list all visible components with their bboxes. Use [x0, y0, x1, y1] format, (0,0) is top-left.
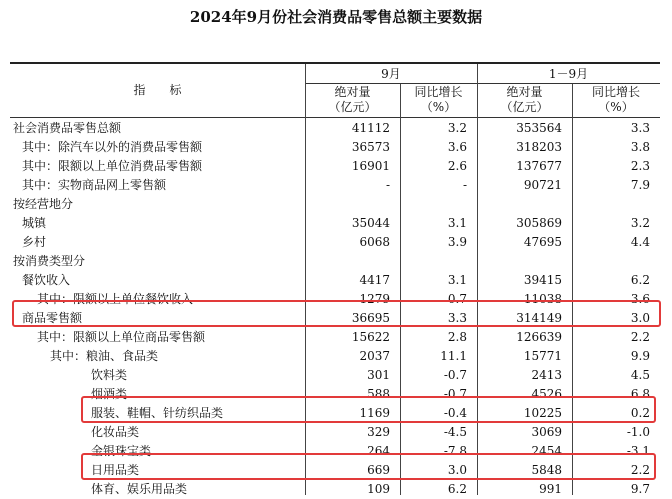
table-row [10, 214, 660, 233]
table-row [10, 157, 660, 176]
abs-label-sep-2: （亿元） [328, 100, 377, 114]
ytd-yoy-cell: 3.2 [630, 216, 650, 230]
ytd-yoy-cell: 2.3 [630, 159, 650, 173]
yoy-label-sep-2: （%） [420, 100, 457, 114]
row-label: 其中：除汽车以外的消费品零售额 [22, 140, 203, 154]
sep-amount-cell: 16901 [351, 159, 390, 173]
ytd-yoy-cell: 4.4 [630, 235, 650, 249]
row-label: 餐饮收入 [22, 273, 71, 287]
ytd-amount-cell: 47695 [523, 235, 562, 249]
highlight-box-daily-goods [81, 453, 656, 480]
row-label: 乡村 [22, 235, 47, 249]
ytd-yoy-cell: 4.5 [630, 368, 650, 382]
row-label: 其中：实物商品网上零售额 [22, 178, 167, 192]
table-row [10, 119, 660, 138]
ytd-amount-cell: 5848 [531, 463, 562, 477]
row-label: 体育、娱乐用品类 [91, 482, 188, 496]
sep-amount-cell: 35044 [351, 216, 390, 230]
sep-yoy-cell: 3.9 [447, 235, 467, 249]
table-row [10, 423, 660, 442]
sep-yoy-cell: - [462, 178, 467, 192]
ytd-amount-cell: 11038 [523, 292, 562, 306]
abs-label-sep-1: 绝对量 [334, 85, 371, 99]
highlight-box-apparel [81, 396, 656, 423]
sep-amount-cell: 588 [367, 387, 390, 401]
sep-amount-cell: 301 [367, 368, 390, 382]
row-label: 城镇 [22, 216, 47, 230]
ytd-yoy-cell: 3.3 [630, 121, 650, 135]
row-label: 烟酒类 [91, 387, 128, 401]
ytd-yoy-cell: 9.7 [630, 482, 650, 496]
sep-amount-cell: 41112 [351, 121, 390, 135]
row-label: 日用品类 [91, 463, 140, 477]
row-label: 商品零售额 [22, 311, 83, 325]
ytd-amount-cell: 305869 [516, 216, 562, 230]
header-bottom-rule [10, 117, 660, 118]
abs-label-ytd-2: （亿元） [500, 100, 549, 114]
table-row [10, 252, 660, 271]
sep-yoy-cell: 6.2 [447, 482, 467, 496]
ytd-yoy-cell: 6.2 [630, 273, 650, 287]
sep-yoy-cell: 3.6 [447, 140, 467, 154]
sep-amount-cell: 4417 [359, 273, 390, 287]
ytd-amount-cell: 39415 [523, 273, 562, 287]
table-row [10, 328, 660, 347]
sep-yoy-cell: -4.5 [443, 425, 467, 439]
sep-yoy-cell: -0.7 [443, 387, 467, 401]
row-label: 社会消费品零售总额 [13, 121, 122, 135]
table-row [10, 366, 660, 385]
sep-amount-cell: 36695 [351, 311, 390, 325]
ytd-amount-cell: 318203 [516, 140, 562, 154]
sep-yoy-cell: 3.1 [447, 273, 467, 287]
sep-yoy-cell: -0.4 [443, 406, 467, 420]
sep-amount-cell: 15622 [351, 330, 390, 344]
ytd-yoy-cell: 6.8 [630, 387, 650, 401]
sep-yoy-cell: 2.8 [447, 330, 467, 344]
row-label: 其中：粮油、食品类 [50, 349, 159, 363]
sep-yoy-cell: 3.1 [447, 216, 467, 230]
row-label: 其中：限额以上单位消费品零售额 [22, 159, 203, 173]
header-mid-rule [305, 83, 660, 84]
ytd-amount-cell: 4526 [531, 387, 562, 401]
sep-yoy-cell: 0.7 [447, 292, 467, 306]
period-ytd-header: 1－9月 [548, 67, 589, 81]
ytd-amount-cell: 10225 [523, 406, 562, 420]
abs-label-ytd-1: 绝对量 [506, 85, 543, 99]
table-row [10, 271, 660, 290]
highlight-box-commodity-retail [12, 300, 661, 327]
row-label: 其中：限额以上单位餐饮收入 [37, 292, 194, 306]
ytd-yoy-cell: 7.9 [630, 178, 650, 192]
row-label: 其中：限额以上单位商品零售额 [37, 330, 206, 344]
table-row [10, 480, 660, 499]
ytd-amount-cell: 3069 [531, 425, 562, 439]
sep-amount-cell: - [385, 178, 390, 192]
yoy-label-sep-1: 同比增长 [414, 85, 463, 99]
ytd-yoy-cell: 2.2 [630, 330, 650, 344]
sep-yoy-cell: 3.0 [447, 463, 467, 477]
ytd-amount-cell: 353564 [516, 121, 562, 135]
ytd-yoy-cell: 0.2 [630, 406, 650, 420]
sep-amount-cell: 264 [367, 444, 390, 458]
table-row [10, 195, 660, 214]
row-label: 服装、鞋帽、针纺织品类 [91, 406, 224, 420]
row-label: 化妆品类 [91, 425, 140, 439]
sep-yoy-cell: -0.7 [443, 368, 467, 382]
ytd-yoy-cell: 3.0 [630, 311, 650, 325]
sep-amount-cell: 1279 [359, 292, 390, 306]
ytd-yoy-cell: -1.0 [626, 425, 650, 439]
ytd-amount-cell: 126639 [516, 330, 562, 344]
table-row [10, 233, 660, 252]
ytd-amount-cell: 314149 [516, 311, 562, 325]
ytd-yoy-cell: 3.6 [630, 292, 650, 306]
ytd-yoy-cell: -3.1 [626, 444, 650, 458]
ytd-amount-cell: 90721 [523, 178, 562, 192]
table-top-rule [10, 62, 660, 64]
yoy-label-ytd-2: （%） [598, 100, 634, 114]
sep-amount-cell: 109 [367, 482, 390, 496]
table-row [10, 176, 660, 195]
sep-yoy-cell: 3.3 [447, 311, 467, 325]
ytd-yoy-cell: 3.8 [630, 140, 650, 154]
indicator-header: 指 标 [133, 83, 182, 97]
sep-yoy-cell: 3.2 [447, 121, 467, 135]
sep-amount-cell: 669 [367, 463, 390, 477]
row-label: 按消费类型分 [13, 254, 86, 268]
row-label: 金银珠宝类 [91, 444, 152, 458]
period-sep-header: 9月 [381, 67, 401, 81]
table-row [10, 138, 660, 157]
sep-amount-cell: 329 [367, 425, 390, 439]
page-title: 2024年9月份社会消费品零售总额主要数据 [189, 8, 483, 26]
ytd-amount-cell: 15771 [523, 349, 562, 363]
ytd-yoy-cell: 2.2 [630, 463, 650, 477]
ytd-amount-cell: 2454 [531, 444, 562, 458]
sep-amount-cell: 6068 [359, 235, 390, 249]
ytd-amount-cell: 137677 [516, 159, 562, 173]
table-row [10, 347, 660, 366]
row-label: 按经营地分 [13, 197, 74, 211]
sep-yoy-cell: 2.6 [447, 159, 467, 173]
ytd-amount-cell: 2413 [531, 368, 562, 382]
sep-amount-cell: 1169 [359, 406, 390, 420]
row-label: 饮料类 [91, 368, 128, 382]
sep-amount-cell: 36573 [351, 140, 390, 154]
yoy-label-ytd-1: 同比增长 [591, 85, 640, 99]
sep-yoy-cell: -7.8 [443, 444, 467, 458]
ytd-yoy-cell: 9.9 [630, 349, 650, 363]
sep-amount-cell: 2037 [359, 349, 390, 363]
ytd-amount-cell: 991 [539, 482, 562, 496]
sep-yoy-cell: 11.1 [440, 349, 467, 363]
